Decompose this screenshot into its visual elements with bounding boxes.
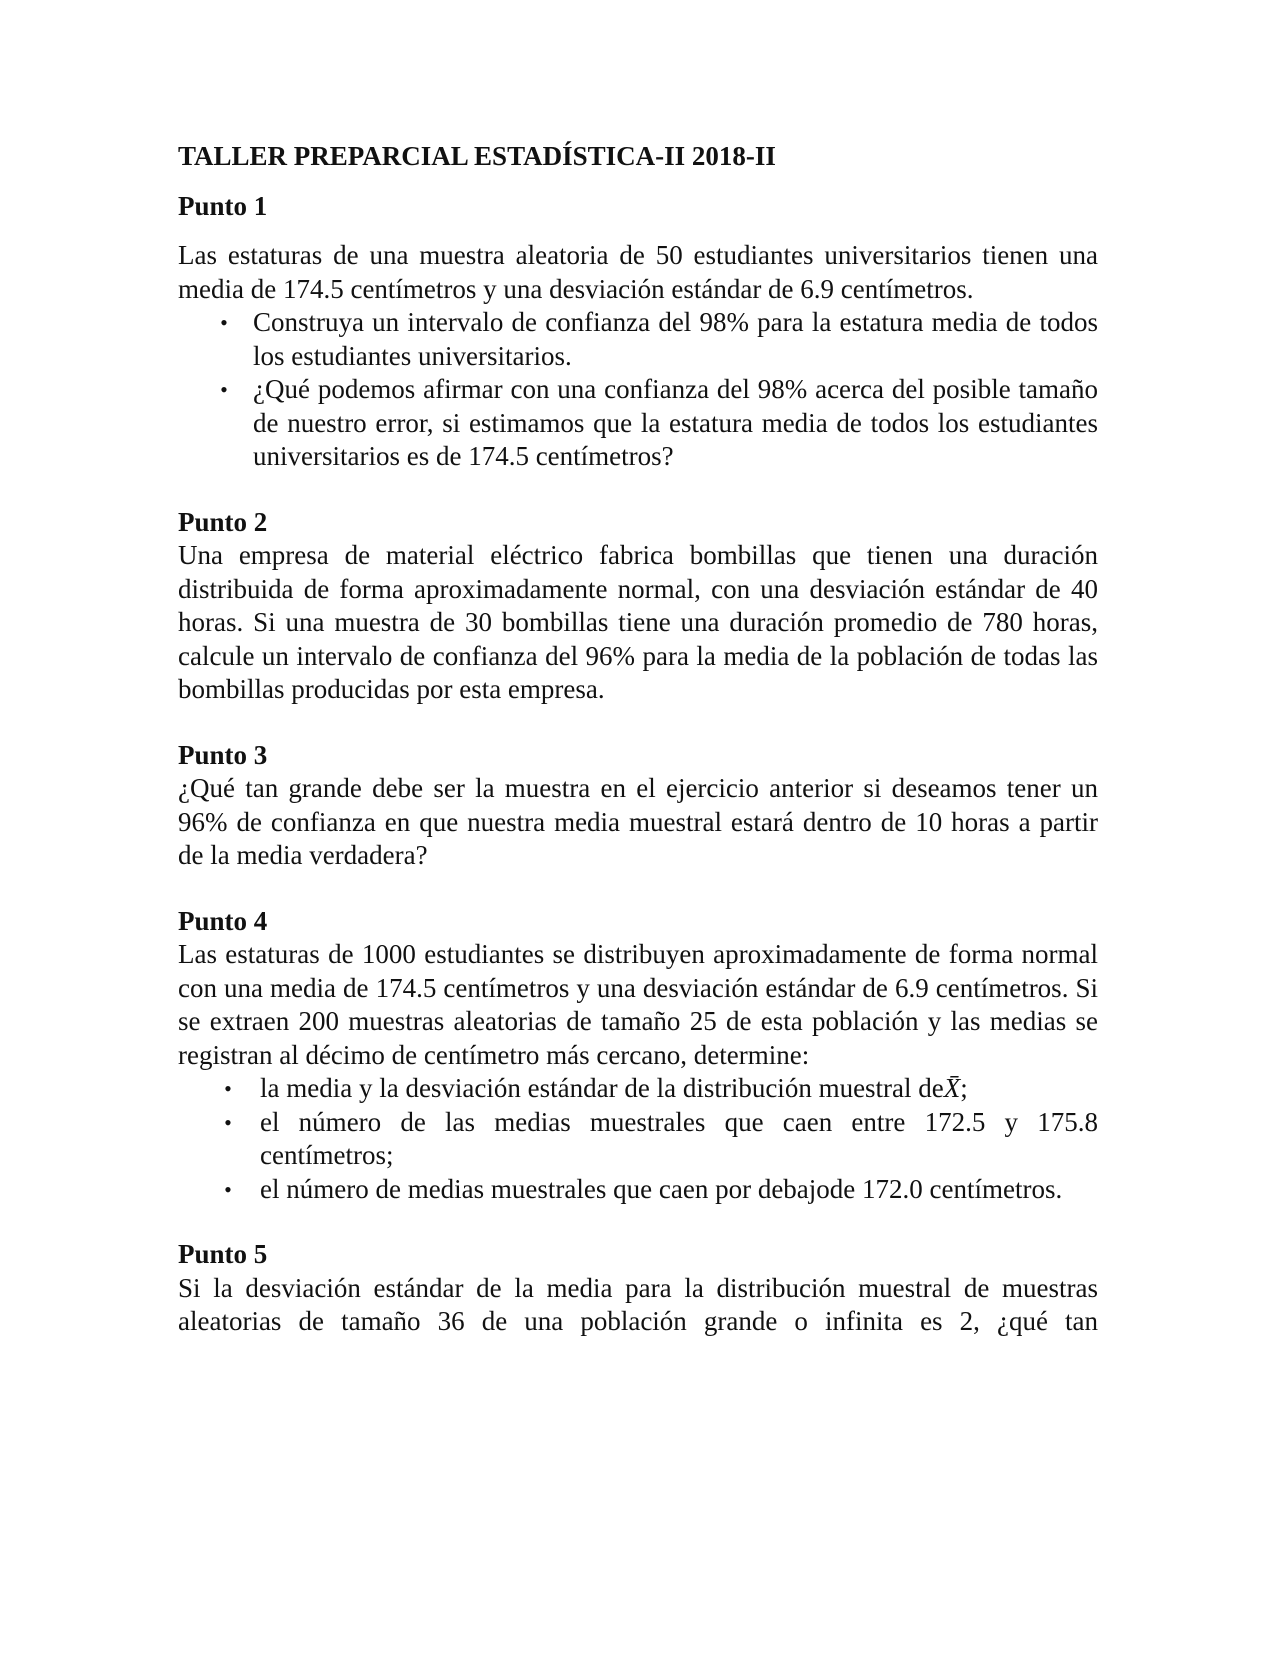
punto-4-bullet-3-text: el número de medias muestrales que caen por debajode 172.0 centímetros. [260,1173,1063,1204]
document-title: TALLER PREPARCIAL ESTADÍSTICA-II 2018-II [178,141,776,171]
section-punto-2 [178,506,1098,707]
punto-1-bullet-text: ¿Qué podemos afirmar con una confianza del 98% acerca del posible tamaño de nuestro error, si estimamos que la estatura media de todos los estudiantes universitarios es de 174.5 centímetros? [253,374,1098,471]
punto-4-bullet-item [178,1173,1098,1207]
document-page [178,140,1098,1371]
punto-5-text: Si la desviación estándar de la media para la distribución muestral de muestras aleatorias de tamaño 36 de una población grande o infinita es 2, ¿qué tan [178,1272,1098,1336]
punto-3-text: ¿Qué tan grande debe ser la muestra en el ejercicio anterior si deseamos tener un 96% de confianza en que nuestra media muestral estará dentro de 10 horas a partir de la media verdadera? [178,773,1098,870]
punto-4-bullet-list [178,1072,1098,1206]
heading-punto-2: Punto 2 [178,506,268,537]
punto-4-bullet-2-text: el número de las medias muestrales que caen entre 172.5 y 175.8 centímetros; [260,1106,1098,1170]
bullet-icon: • [220,310,228,335]
punto-4-bullet-1-prefix: la media y la desviación estándar de la distribución muestral de [260,1073,944,1103]
punto-1-bullet-list [178,306,1098,474]
bullet-icon: • [224,1076,232,1101]
bullet-icon: • [224,1176,232,1202]
punto-1-bullet-item [178,373,1098,474]
punto-4-bullet-item [178,1106,1098,1173]
heading-punto-4: Punto 4 [178,905,268,936]
section-punto-3 [178,739,1098,873]
punto-1-bullet-item [178,306,1098,373]
punto-2-text: Una empresa de material eléctrico fabrica bombillas que tienen una duración distribuida de forma aproximadamente normal, con una desviación estándar de 40 horas. Si una muestra de 30 bombillas tiene una duración promedio de 780 horas, calcule un intervalo de confianza del 96% para la media de la población de todas las bombillas producidas por esta empresa. [178,540,1098,704]
heading-punto-1: Punto 1 [178,190,268,221]
x-bar-symbol: X̄ [943,1073,961,1103]
punto-4-text: Las estaturas de 1000 estudiantes se distribuyen aproximadamente de forma normal con una media de 174.5 centímetros y una desviación estándar de 6.9 centímetros. Si se extraen 200 muestras aleatorias de tamaño 25 de esta población y las medias se registran al décimo de centímetro más cercano, determine: [178,939,1098,1070]
heading-punto-3: Punto 3 [178,739,268,770]
bullet-icon: • [220,377,228,402]
section-punto-5 [178,1238,1098,1339]
punto-1-bullet-text: Construya un intervalo de confianza del 98% para la estatura media de todos los estudiantes universitarios. [253,307,1098,371]
punto-4-bullet-item [178,1072,1098,1106]
punto-1-text: Las estaturas de una muestra aleatoria de 50 estudiantes universitarios tienen una media de 174.5 centímetros y una desviación estándar de 6.9 centímetros. [178,240,1098,304]
heading-punto-5: Punto 5 [178,1239,268,1269]
bullet-icon: • [224,1109,232,1135]
section-punto-4 [178,905,1098,1207]
section-punto-1 [178,190,1098,474]
punto-4-bullet-1-suffix: ; [960,1073,968,1103]
